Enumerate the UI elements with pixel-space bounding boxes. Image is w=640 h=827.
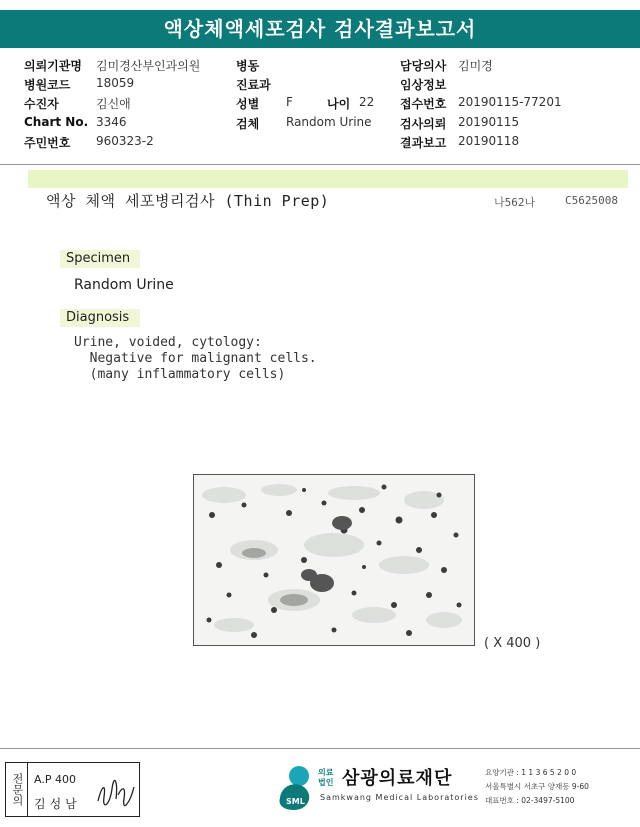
- signature-icon: [94, 777, 138, 809]
- org-info-line: 요양기관 : 1 1 3 6 5 2 0 0: [485, 768, 577, 777]
- patient-info-table: [0, 57, 640, 167]
- hospital-code-value: 18059: [96, 76, 135, 90]
- specialist-label: 전문의: [6, 763, 28, 816]
- institution-value: 김미경산부인과의원: [96, 59, 201, 73]
- sex-value: F: [286, 95, 293, 109]
- request-label: 검사의뢰: [400, 117, 447, 131]
- clinical-label: 임상정보: [400, 78, 447, 92]
- diagnosis-line: Urine, voided, cytology:: [74, 335, 262, 350]
- request-value: 20190115: [458, 115, 520, 129]
- receipt-value: 20190115-77201: [458, 95, 562, 109]
- org-english-name: Samkwang Medical Laboratories: [320, 793, 479, 802]
- report-title: 액상체액세포검사 검사결과보고서: [0, 10, 640, 48]
- diagnosis-line: (many inflammatory cells): [74, 367, 286, 382]
- chart-value: 3346: [96, 115, 127, 129]
- diagnosis-heading: Diagnosis: [60, 309, 140, 327]
- age-value: 22: [359, 95, 375, 109]
- specimen-label: 검체: [236, 117, 260, 131]
- pathologist-name: 김성남: [34, 797, 81, 811]
- id-label: 주민번호: [24, 136, 71, 150]
- specimen-result: Random Urine: [74, 277, 174, 293]
- ap-code: A.P 400: [34, 773, 76, 786]
- specimen-heading: Specimen: [60, 250, 140, 268]
- doctor-value: 김미경: [458, 59, 493, 73]
- ward-label: 병동: [236, 59, 260, 73]
- patient-label: 수진자: [24, 97, 59, 111]
- receipt-label: 접수번호: [400, 97, 447, 111]
- pathologist-sign-box: [5, 762, 140, 817]
- diagnosis-line: Negative for malignant cells.: [74, 351, 317, 366]
- magnification-label: ( X 400 ): [484, 636, 541, 651]
- org-contact-info: [485, 766, 589, 808]
- org-type: [318, 768, 333, 788]
- diagnosis-text: [74, 335, 317, 383]
- specimen-value: Random Urine: [286, 115, 372, 129]
- org-info-line: 대표번호 : 02-3497-5100: [485, 796, 575, 805]
- id-value: 960323-2: [96, 134, 154, 148]
- report-body: [0, 188, 640, 748]
- report-heading: 액상 체액 세포병리검사 (Thin Prep): [46, 192, 330, 210]
- report-date-label: 결과보고: [400, 136, 447, 150]
- highlight-band: [28, 170, 628, 188]
- age-label: 나이: [327, 97, 351, 111]
- hospital-code-label: 병원코드: [24, 78, 71, 92]
- patient-value: 김신애: [96, 97, 131, 111]
- org-name: 삼광의료재단: [342, 768, 453, 789]
- org-type-line: 의료: [318, 768, 334, 777]
- footer-divider: [0, 748, 640, 749]
- institution-label: 의뢰기관명: [24, 59, 82, 73]
- cytology-micrograph: [193, 474, 475, 646]
- report-date-value: 20190118: [458, 134, 520, 148]
- doctor-label: 담당의사: [400, 59, 447, 73]
- chart-label: Chart No.: [24, 115, 89, 129]
- logo-text: SML: [286, 797, 305, 806]
- org-info-line: 서울특별시 서초구 양재동 9-60: [485, 782, 589, 791]
- report-code-2: C5625008: [565, 194, 618, 207]
- sml-logo-icon: [272, 762, 316, 812]
- footer: [0, 756, 640, 827]
- dept-label: 진료과: [236, 78, 271, 92]
- org-type-line: 법인: [318, 778, 334, 787]
- info-divider: [0, 164, 640, 165]
- report-code-1: 나562나: [494, 196, 536, 209]
- sex-label: 성별: [236, 97, 260, 111]
